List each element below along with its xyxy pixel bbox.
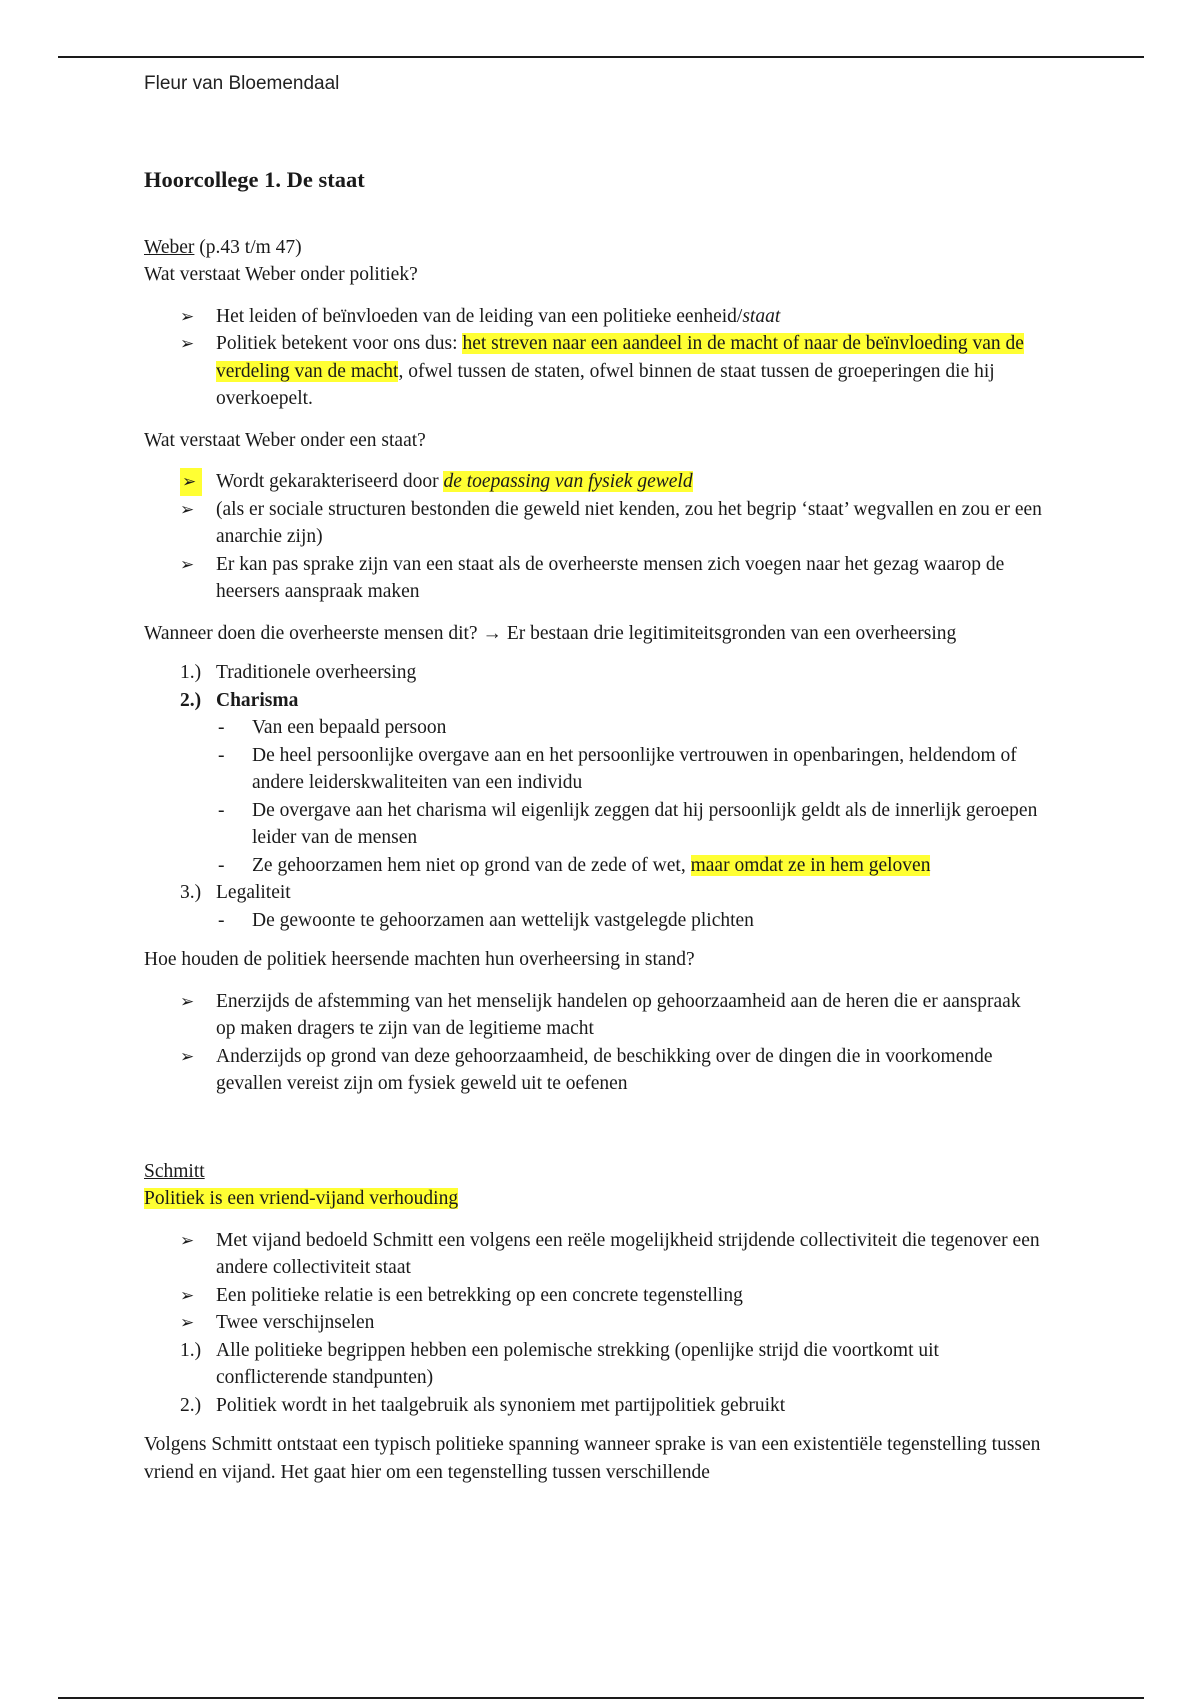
list-item: 1.) Traditionele overheersing <box>180 662 417 683</box>
weber-heading <box>144 234 1044 262</box>
arrow-bullet-icon: ➢ <box>180 1230 195 1250</box>
list-item: - De overgave aan het charisma wil eigenlijk zeggen dat hij persoonlijk geldt als de innerlijk geroepen leider van de mensen <box>216 797 1044 852</box>
dash-bullet-icon: - <box>218 854 225 876</box>
weber-question-politics: Wat verstaat Weber onder politiek? <box>144 264 418 285</box>
page-title: Hoorcollege 1. De staat <box>144 167 365 192</box>
arrow-bullet-icon: ➢ <box>180 554 195 574</box>
arrow-bullet-icon: ➢ <box>180 1285 195 1305</box>
weber-name: Weber <box>144 236 195 258</box>
dash-bullet-icon: - <box>218 744 225 766</box>
highlighted-text: het streven naar een aandeel in de macht of naar de beïnvloeding van de verdeling van de macht <box>216 333 1024 382</box>
highlighted-text: Politiek is een vriend-vijand verhouding <box>144 1188 459 1209</box>
arrow-bullet-icon: ➢ <box>180 468 202 496</box>
header-rule <box>58 56 1144 58</box>
list-item: 3.) Legaliteit - De gewoonte te gehoorzamen aan wettelijk vastgelegde plichten <box>144 879 1044 934</box>
list-item: - Van een bepaald persoon <box>216 714 1044 742</box>
author-name: Fleur van Bloemendaal <box>144 73 340 94</box>
list-item: - De heel persoonlijke overgave aan en het persoonlijke vertrouwen in openbaringen, heldendom of andere leiderskwaliteiten van een individu <box>216 742 1044 797</box>
legality-sublist <box>216 907 1044 935</box>
charisma-sublist <box>216 714 1044 879</box>
arrow-bullet-icon: ➢ <box>180 499 195 519</box>
list-item: ➢ Met vijand bedoeld Schmitt een volgens een reële mogelijkheid strijdende collectiviteit die tegenover een andere collectiviteit staat <box>144 1227 1044 1282</box>
list-item: ➢ Twee verschijnselen <box>144 1309 1044 1337</box>
highlighted-text: de toepassing van fysiek geweld <box>443 471 693 492</box>
dash-bullet-icon: - <box>218 799 225 821</box>
weber-question-state: Wat verstaat Weber onder een staat? <box>144 429 426 451</box>
list-item: ➢ Enerzijds de afstemming van het menselijk handelen op gehoorzaamheid aan de heren die er aanspraak op maken dragers te zijn van de legitieme macht <box>144 988 1044 1043</box>
schmitt-heading: Schmitt <box>144 1160 205 1182</box>
highlighted-text: maar omdat ze in hem geloven <box>690 854 931 876</box>
list-item: 1.) Alle politieke begrippen hebben een polemische strekking (openlijke strijd die voortkomt uit conflicterende standpunten) <box>180 1339 939 1388</box>
schmitt-list <box>144 1227 1044 1337</box>
dash-bullet-icon: - <box>218 717 225 738</box>
weber-politics-list <box>144 303 1044 413</box>
schmitt-thesis <box>144 1185 1044 1213</box>
weber-question-maintain: Hoe houden de politiek heersende machten hun overheersing in stand? <box>144 949 695 970</box>
arrow-bullet-icon: ➢ <box>180 1046 195 1066</box>
arrow-bullet-icon: ➢ <box>180 1313 195 1332</box>
list-item: ➢ Een politieke relatie is een betrekking op een concrete tegenstelling <box>144 1282 1044 1310</box>
list-item: ➢ Politiek betekent voor ons dus: het streven naar een aandeel in de macht of naar de beïnvloeding van de verdeling van de macht, ofwel tussen de staten, ofwel binnen de staat tussen de groeperingen die hij overkoepelt. <box>144 330 1044 413</box>
weber-state-list <box>144 468 1044 606</box>
weber-maintain-list <box>144 988 1044 1098</box>
list-item: ➢ Het leiden of beïnvloeden van de leiding van een politieke eenheid/staat <box>144 303 1044 331</box>
list-item: - De gewoonte te gehoorzamen aan wettelijk vastgelegde plichten <box>216 907 1044 935</box>
dash-bullet-icon: - <box>218 909 225 931</box>
arrow-bullet-icon: ➢ <box>180 991 195 1011</box>
weber-pages: (p.43 t/m 47) <box>194 236 302 258</box>
schmitt-phenomena-list <box>144 1337 1044 1420</box>
list-item: 2.) Politiek wordt in het taalgebruik als synoniem met partijpolitiek gebruikt <box>180 1394 786 1416</box>
list-item: 2.) Charisma - Van een bepaald persoon - De heel persoonlijke overgave aan en het persoonlijke vertrouwen in openbaringen, heldendom of andere leiderskwaliteiten van een individu - De overgave aan het charisma wil eigenlijk zeggen dat hij persoonlijk geldt als de innerlijk geroepen leider van de mensen - Ze gehoorzamen hem niet op grond van de zede of wet, maar omdat ze in hem geloven <box>144 687 1044 880</box>
list-item: ➢ Wordt gekarakteriseerd door de toepassing van fysiek geweld <box>144 468 1044 496</box>
list-item: ➢ Er kan pas sprake zijn van een staat als de overheerste mensen zich voegen naar het gezag waarop de heersers aanspraak maken <box>144 551 1044 606</box>
legitimacy-grounds-list <box>144 659 1044 934</box>
arrow-bullet-icon: ➢ <box>180 306 195 326</box>
list-item: ➢ (als er sociale structuren bestonden die geweld niet kenden, zou het begrip ‘staat’ wegvallen en zou er een anarchie zijn) <box>144 496 1044 551</box>
footer-rule <box>58 1697 1144 1699</box>
schmitt-closing-paragraph: Volgens Schmitt ontstaat een typisch politieke spanning wanneer sprake is van een existentiële tegenstelling tussen vriend en vijand. Het gaat hier om een tegenstelling tussen verschillende <box>144 1434 1041 1483</box>
list-item: - Ze gehoorzamen hem niet op grond van de zede of wet, maar omdat ze in hem geloven <box>216 852 1044 880</box>
arrow-bullet-icon: ➢ <box>180 334 195 353</box>
weber-question-legitimacy: Wanneer doen die overheerste mensen dit? → Er bestaan drie legitimiteitsgronden van een overheersing <box>144 622 957 644</box>
document-body <box>144 166 1044 1486</box>
list-item: ➢ Anderzijds op grond van deze gehoorzaamheid, de beschikking over de dingen die in voorkomende gevallen vereist zijn om fysiek geweld uit te oefenen <box>144 1043 1044 1098</box>
